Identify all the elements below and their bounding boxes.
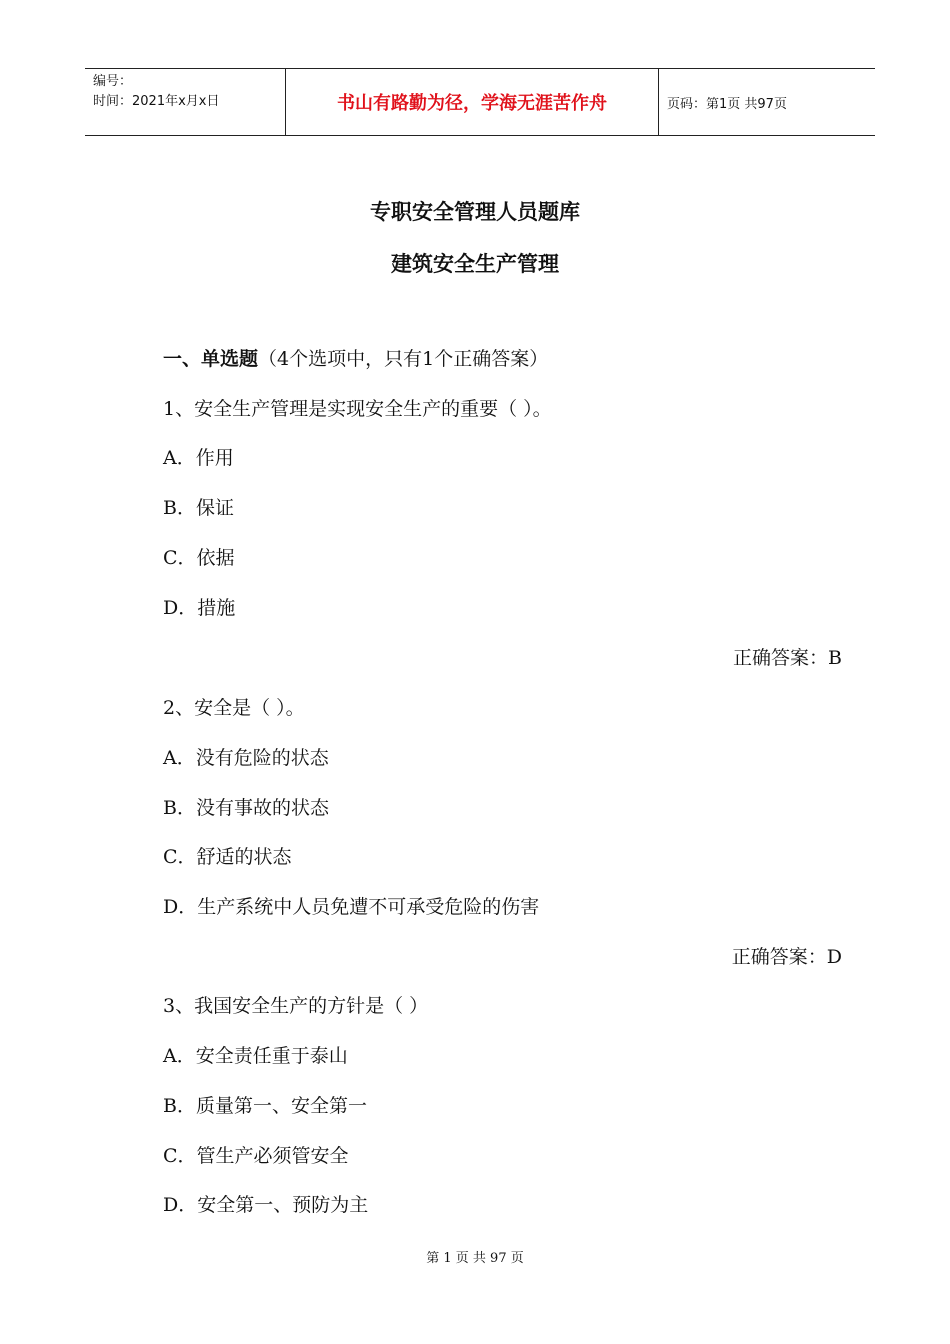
question-stem: 2、安全是（ ）。 (163, 697, 305, 719)
question-option: D．措施 (163, 597, 236, 619)
question-stem: 3、我国安全生产的方针是（ ） (163, 995, 429, 1017)
number-label: 编号： (93, 74, 133, 89)
section-heading-note: （4个选项中，只有1个正确答案） (258, 348, 549, 370)
question-option: C．依据 (163, 547, 235, 569)
question-option: A．没有危险的状态 (163, 747, 329, 769)
correct-answer: 正确答案：D (731, 946, 842, 968)
time-label: 时间：2021年x月x日 (93, 94, 220, 109)
page-info-text: 页码：第1页 共97页 (667, 96, 787, 112)
question-option: C．舒适的状态 (163, 846, 292, 868)
question-option: C．管生产必须管安全 (163, 1145, 349, 1167)
motto-text: 书山有路勤为径，学海无涯苦作舟 (337, 93, 607, 114)
question-option: B．保证 (163, 497, 234, 519)
page-title: 专职安全管理人员题库 (370, 200, 580, 224)
question-option: D．安全第一、预防为主 (163, 1194, 369, 1216)
document-header (85, 68, 875, 136)
section-heading (163, 347, 548, 371)
page-footer: 第 1 页 共 97 页 (426, 1251, 524, 1266)
correct-answer: 正确答案：B (733, 647, 842, 669)
question-option: A．作用 (163, 447, 234, 469)
question-option: B．质量第一、安全第一 (163, 1095, 367, 1117)
question-option: B．没有事故的状态 (163, 797, 329, 819)
question-option: A．安全责任重于泰山 (163, 1045, 348, 1067)
page-subtitle: 建筑安全生产管理 (391, 252, 559, 276)
header-meta-cell (85, 69, 285, 135)
question-stem: 1、安全生产管理是实现安全生产的重要（ ）。 (163, 398, 552, 420)
motto-cell (285, 69, 659, 135)
page-info-cell (659, 69, 875, 135)
section-heading-label: 一、单选题 (163, 348, 259, 370)
question-option: D．生产系统中人员免遭不可承受危险的伤害 (163, 896, 540, 918)
